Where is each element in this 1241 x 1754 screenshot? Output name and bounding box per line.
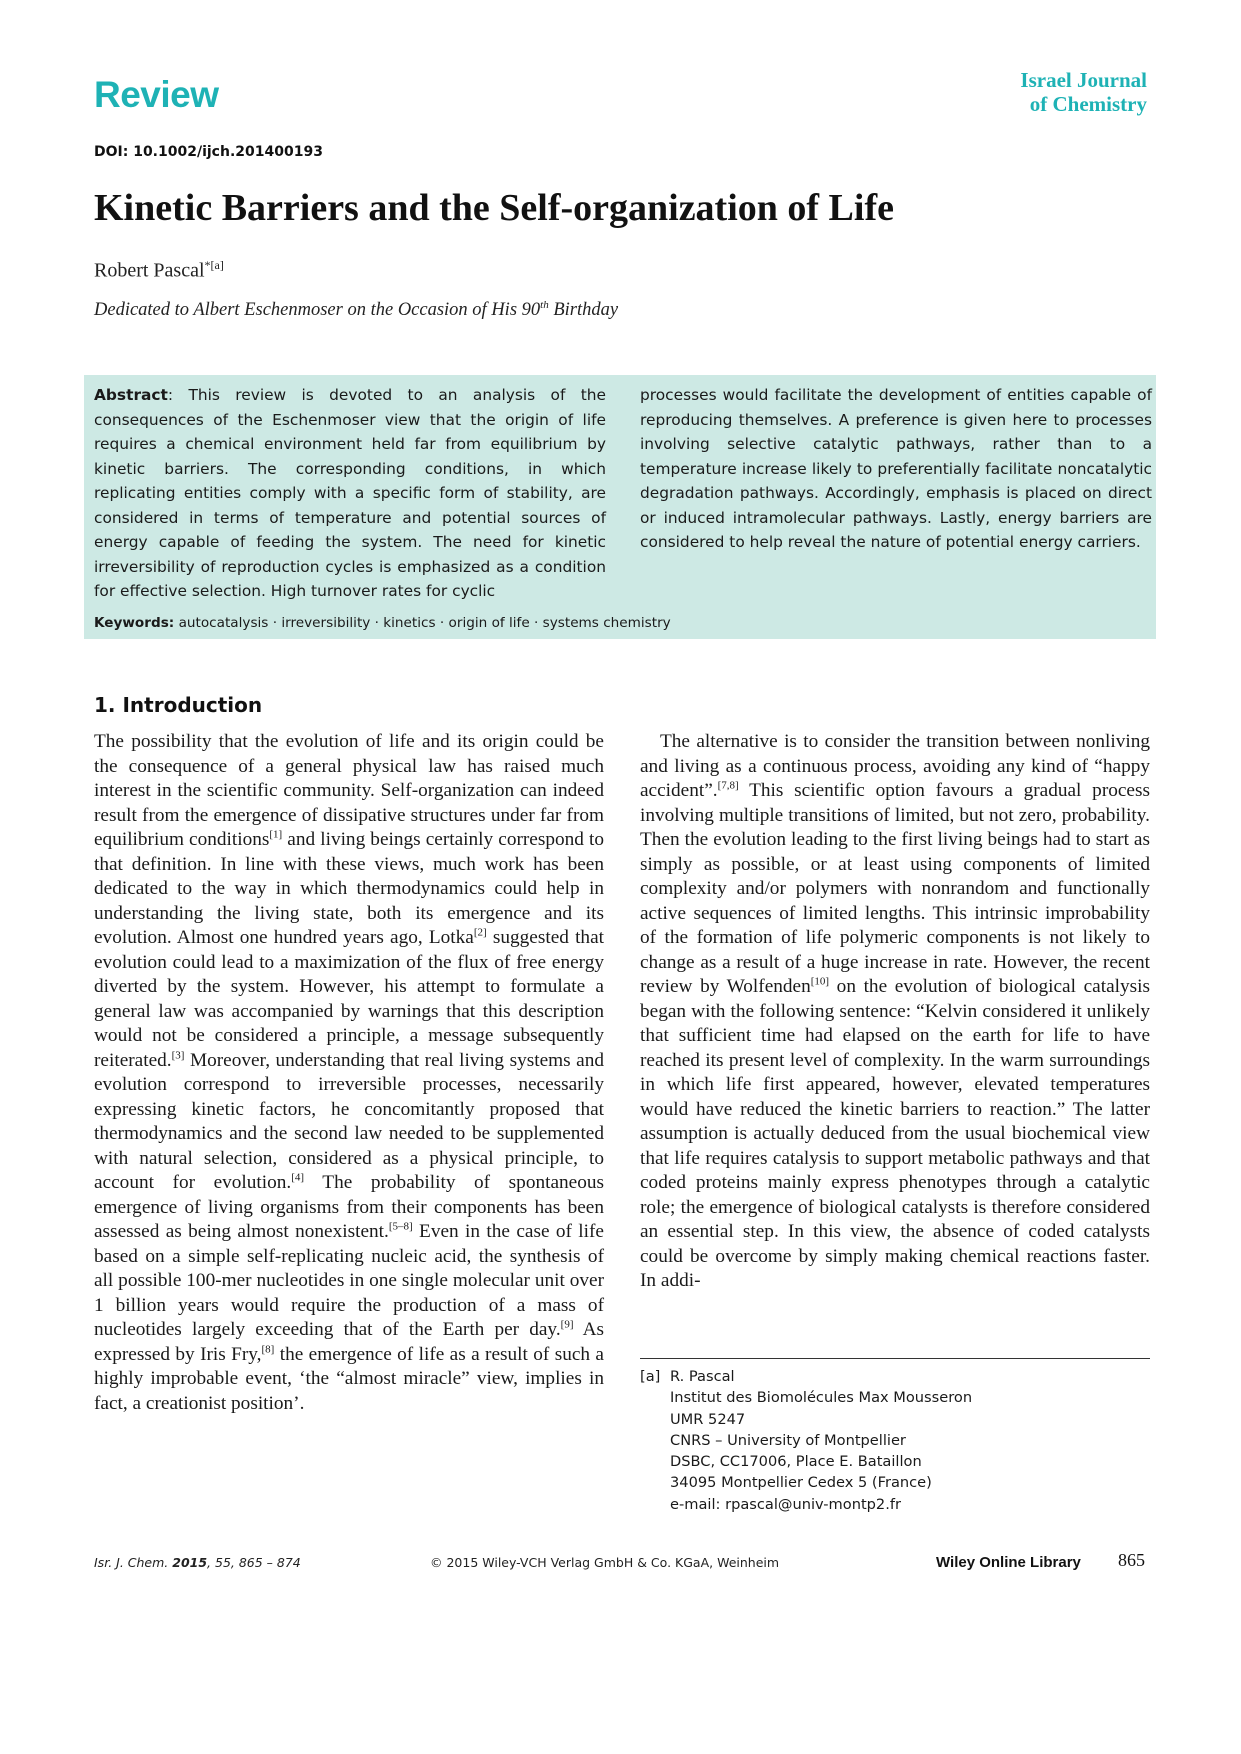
dedication-superscript: th xyxy=(540,299,549,311)
footer-journal-abbrev: Isr. J. Chem. xyxy=(94,1555,169,1570)
citation-ref[interactable]: [10] xyxy=(810,975,830,988)
journal-name-line-1: Israel Journal xyxy=(1020,68,1147,92)
dedication-text-end: Birthday xyxy=(548,300,619,321)
body-text: suggested that evolution could lead to a maximization of the flux of free energy diverted by the system. However, his attempt to formulate a general law was accompanied by warnings that this description would not be considered a principle, a message subsequently reiterated. xyxy=(94,927,604,1071)
body-text: the emergence of life as a result of such a highly improbable event, ‘the “almost miracle” view, implies in fact, a creationist position’. xyxy=(94,1343,604,1414)
doi[interactable]: DOI: 10.1002/ijch.201400193 xyxy=(94,144,323,160)
body-column-left xyxy=(94,730,604,1416)
author-line xyxy=(94,258,224,283)
keywords xyxy=(94,615,671,631)
footnote-line: DSBC, CC17006, Place E. Bataillon xyxy=(670,1453,922,1471)
footnote-mark: [a] xyxy=(640,1368,661,1385)
author-name: Robert Pascal xyxy=(94,259,205,282)
body-text: The possibility that the evolution of life and its origin could be the consequence of a general physical law has raised much interest in the scientific community. Self-organization can indeed result from the emergence of dissipative structures under far from equilibrium conditions xyxy=(94,731,604,850)
footnote-lines xyxy=(670,1366,972,1515)
section-label: Review xyxy=(94,74,219,115)
citation-ref[interactable]: [3] xyxy=(171,1049,185,1062)
footnote-line: R. Pascal xyxy=(670,1368,735,1385)
body-text: on the evolution of biological catalysis began with the following sentence: “Kelvin considered it unlikely that sufficient time had elapsed on the earth for life to have reached its present level of complexity. In the warm surroundings in which life first appeared, however, elevated temperatures would have reduced the kinetic barriers to reaction.” The latter assumption is actually deduced from the usual biochemical view that life requires catalysis to support metabolic pathways and that coded proteins mainly express phenotypes through a catalytic role; the emergence of biological catalysts is therefore considered an essential step. In this view, the absence of coded catalysts could be overcome by simply making chemical reactions faster. In addi- xyxy=(640,976,1150,1291)
body-text: Even in the case of life based on a simple self-replicating nucleic acid, the synthesis of all possible 100-mer nucleotides in one single molecular unit over 1 billion years would require the production of a mass of nucleotides largely exceeding that of the Earth per day. xyxy=(94,1221,604,1340)
article-title: Kinetic Barriers and the Self-organization of Life xyxy=(94,187,894,229)
citation-ref[interactable]: [7,8] xyxy=(717,779,739,792)
journal-name xyxy=(1020,68,1147,116)
citation-ref[interactable]: [5–8] xyxy=(388,1220,413,1233)
page-number: 865 xyxy=(1118,1550,1145,1570)
footnote-email[interactable]: e-mail: rpascal@univ-montp2.fr xyxy=(670,1495,901,1513)
footer-copyright: © 2015 Wiley-VCH Verlag GmbH & Co. KGaA, Weinheim xyxy=(430,1555,780,1570)
section-heading: 1. Introduction xyxy=(94,693,263,717)
keywords-label: Keywords: xyxy=(94,615,175,631)
abstract-column-left xyxy=(94,383,606,604)
body-text: The alternative is to consider the transition between nonliving and living as a continuous process, avoiding any kind of “happy accident”. xyxy=(640,731,1150,801)
citation-ref[interactable]: [2] xyxy=(473,926,487,939)
abstract-label: Abstract xyxy=(94,386,168,404)
footer-library-link[interactable]: Wiley Online Library xyxy=(936,1554,1081,1571)
citation-ref[interactable]: [9] xyxy=(560,1318,574,1331)
citation-ref[interactable]: [8] xyxy=(261,1343,275,1356)
dedication xyxy=(94,299,618,321)
dedication-text: Dedicated to Albert Eschenmoser on the Occasion of His 90 xyxy=(94,300,541,321)
footnote-line: 34095 Montpellier Cedex 5 (France) xyxy=(670,1474,932,1492)
body-text: This scientific option favours a gradual process involving multiple transitions of limited, but not zero, probability. Then the evolution leading to the first living beings had to start as simply as possible, or at least using components of limited complexity and/or polymers with nonrandom and functionally active sequences of limited lengths. This intrinsic improbability of the formation of life polymeric components is not likely to change as a result of a huge increase in rate. However, the recent review by Wolfenden xyxy=(640,780,1150,997)
footnote-line: Institut des Biomolécules Max Mousseron xyxy=(670,1389,973,1407)
footer-citation xyxy=(94,1555,301,1570)
abstract-text-left: : This review is devoted to an analysis of the consequences of the Eschenmoser view that the origin of life requires a chemical environment held far from equilibrium by kinetic barriers. The corresponding conditions, in which replicating entities comply with a specific form of stability, are considered in terms of temperature and potential sources of energy capable of feeding the system. The need for kinetic irreversibility of reproduction cycles is emphasized as a condition for effective selection. High turnover rates for cyclic xyxy=(94,386,606,600)
body-text: and living beings certainly correspond to that definition. In line with these views, much work has been dedicated to the way in which thermodynamics could help in understanding the living state, both its emergence and its evolution. Almost one hundred years ago, Lotka xyxy=(94,829,605,948)
citation-ref[interactable]: [1] xyxy=(269,828,283,841)
abstract-column-right: processes would facilitate the development of entities capable of reproducing themselves. A preference is given here to processes involving selective catalytic pathways, rather than to a temperature increase likely to preferentially facilitate noncatalytic degradation pathways. Accordingly, emphasis is placed on direct or induced intramolecular pathways. Lastly, energy barriers are considered to help reveal the nature of potential energy carriers. xyxy=(640,386,1152,551)
body-text: The probability of spontaneous emergence of living organisms from their components has been assessed as being almost nonexistent. xyxy=(94,1172,605,1242)
footnote-divider xyxy=(640,1358,1150,1359)
body-text: As expressed by Iris Fry, xyxy=(94,1319,604,1365)
footer-year: 2015 xyxy=(172,1555,208,1570)
author-affiliation-mark: *[a] xyxy=(204,258,224,272)
body-text: Moreover, understanding that real living systems and evolution correspond to irreversible processes, necessarily expressing kinetic factors, he concomitantly proposed that thermodynamics and the second law needed to be supplemented with natural selection, considered as a physical principle, to account for evolution. xyxy=(94,1049,604,1193)
footnote-line: CNRS – University of Montpellier xyxy=(670,1431,906,1449)
citation-ref[interactable]: [4] xyxy=(291,1171,305,1184)
keywords-list: autocatalysis · irreversibility · kinetics · origin of life · systems chemistry xyxy=(174,615,671,631)
journal-name-line-2: of Chemistry xyxy=(1029,92,1147,116)
footer-volume-pages: , 55, 865 – 874 xyxy=(207,1555,301,1570)
footnote-line: UMR 5247 xyxy=(670,1410,746,1428)
body-column-right xyxy=(640,730,1150,1294)
